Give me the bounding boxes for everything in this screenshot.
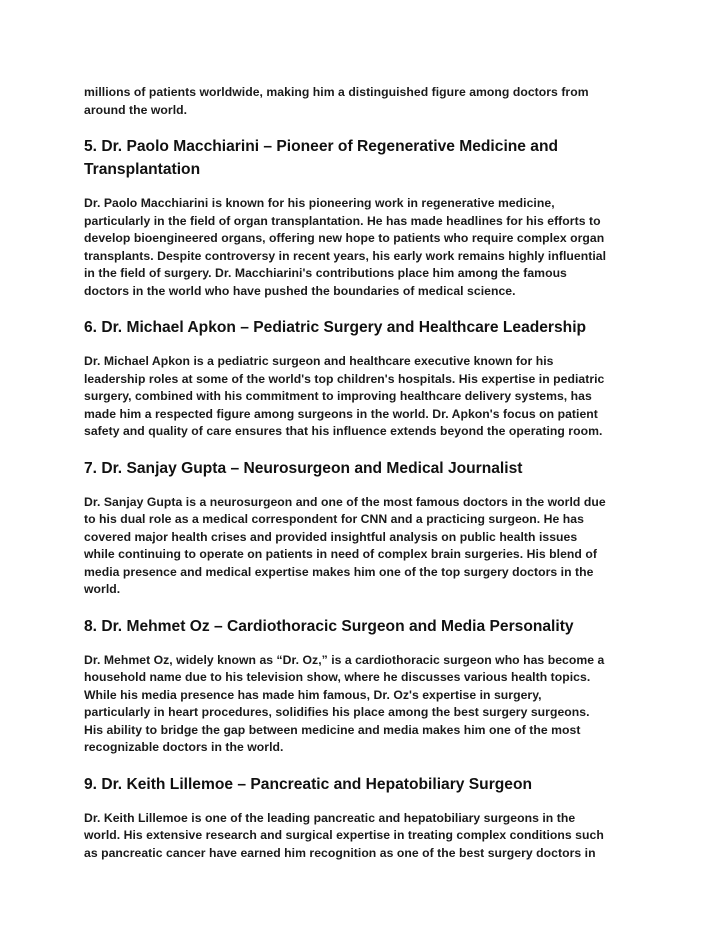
- text-line: Dr. Keith Lillemoe is one of the leading pancreatic and hepatobiliary surgeons in the: [84, 810, 576, 825]
- text-line: covered major health crises and provided insightful analysis on public health issues: [84, 529, 578, 544]
- heading-line: Transplantation: [84, 161, 201, 178]
- section-body: [84, 195, 644, 300]
- text-line: doctors in the world who have pushed the boundaries of medical science.: [84, 283, 516, 298]
- text-line: world. His extensive research and surgical expertise in treating complex conditions such: [84, 828, 604, 842]
- heading-line: 5. Dr. Paolo Macchiarini – Pioneer of Regenerative Medicine and: [84, 138, 559, 155]
- text-line: Dr. Mehmet Oz, widely known as “Dr. Oz,” is a cardiothoracic surgeon who has become a: [84, 652, 605, 667]
- section-heading: [84, 773, 644, 796]
- section-heading: [84, 615, 644, 638]
- section-7: [84, 457, 644, 599]
- text-line: recognizable doctors in the world.: [84, 740, 284, 754]
- heading-line: 8. Dr. Mehmet Oz – Cardiothoracic Surgeon and Media Personality: [84, 617, 574, 635]
- section-body: [84, 353, 644, 441]
- text-line: media presence and medical expertise makes him one of the top surgery doctors in the: [84, 564, 594, 579]
- heading-line: 7. Dr. Sanjay Gupta – Neurosurgeon and Medical Journalist: [84, 459, 523, 477]
- section-heading: [84, 316, 644, 339]
- text-line: in the field of surgery. Dr. Macchiarini's contributions place him among the famous: [84, 266, 567, 280]
- text-line: particularly in heart procedures, solidifies his place among the best surgery surgeons.: [84, 705, 590, 719]
- text-line: While his media presence has made him famous, Dr. Oz's expertise in surgery,: [84, 687, 542, 702]
- section-body: [84, 652, 644, 757]
- text-line: world.: [84, 582, 121, 596]
- heading-line: 9. Dr. Keith Lillemoe – Pancreatic and Hepatobiliary Surgeon: [84, 775, 533, 793]
- section-body: [84, 810, 644, 863]
- section-heading: [84, 457, 644, 480]
- text-line: household name due to his television show, where he discusses various health topics.: [84, 670, 591, 684]
- text-line: leadership roles at some of the world's top children's hospitals. His expertise in pediatric: [84, 371, 605, 386]
- text-line: particularly in the field of organ transplantation. He has made headlines for his efforts to: [84, 213, 601, 228]
- heading-line: 6. Dr. Michael Apkon – Pediatric Surgery and Healthcare Leadership: [84, 319, 587, 336]
- text-line: Dr. Paolo Macchiarini is known for his pioneering work in regenerative medicine,: [84, 196, 555, 210]
- section-body: [84, 494, 644, 599]
- section-8: [84, 615, 644, 757]
- text-line: safety and quality of care ensures that his influence extends beyond the operating room.: [84, 424, 603, 438]
- section-heading: [84, 135, 644, 181]
- text-line: surgery, combined with his commitment to improving healthcare delivery systems, has: [84, 389, 592, 403]
- text-line: develop bioengineered organs, offering new hope to patients who require complex organ: [84, 231, 605, 245]
- text-line: millions of patients worldwide, making him a distinguished figure among doctors from: [84, 85, 589, 99]
- text-line: to his dual role as a medical correspondent for CNN and a practicing surgeon. He has: [84, 512, 584, 526]
- intro-paragraph: [84, 84, 644, 119]
- text-line: Dr. Michael Apkon is a pediatric surgeon and healthcare executive known for his: [84, 354, 554, 368]
- text-line: around the world.: [84, 102, 188, 117]
- document-page: [84, 84, 644, 862]
- text-line: His ability to bridge the gap between medicine and media makes him one of the most: [84, 722, 581, 737]
- text-line: as pancreatic cancer have earned him recognition as one of the best surgery doctors in: [84, 845, 596, 860]
- section-6: [84, 316, 644, 441]
- text-line: transplants. Despite controversy in recent years, his early work remains highly influential: [84, 248, 607, 263]
- text-line: made him a respected figure among surgeons in the world. Dr. Apkon's focus on patient: [84, 406, 598, 421]
- text-line: while continuing to operate on patients in need of complex brain surgeries. His blend of: [84, 547, 597, 561]
- section-9: [84, 773, 644, 863]
- section-5: [84, 135, 644, 300]
- text-line: Dr. Sanjay Gupta is a neurosurgeon and one of the most famous doctors in the world due: [84, 494, 606, 509]
